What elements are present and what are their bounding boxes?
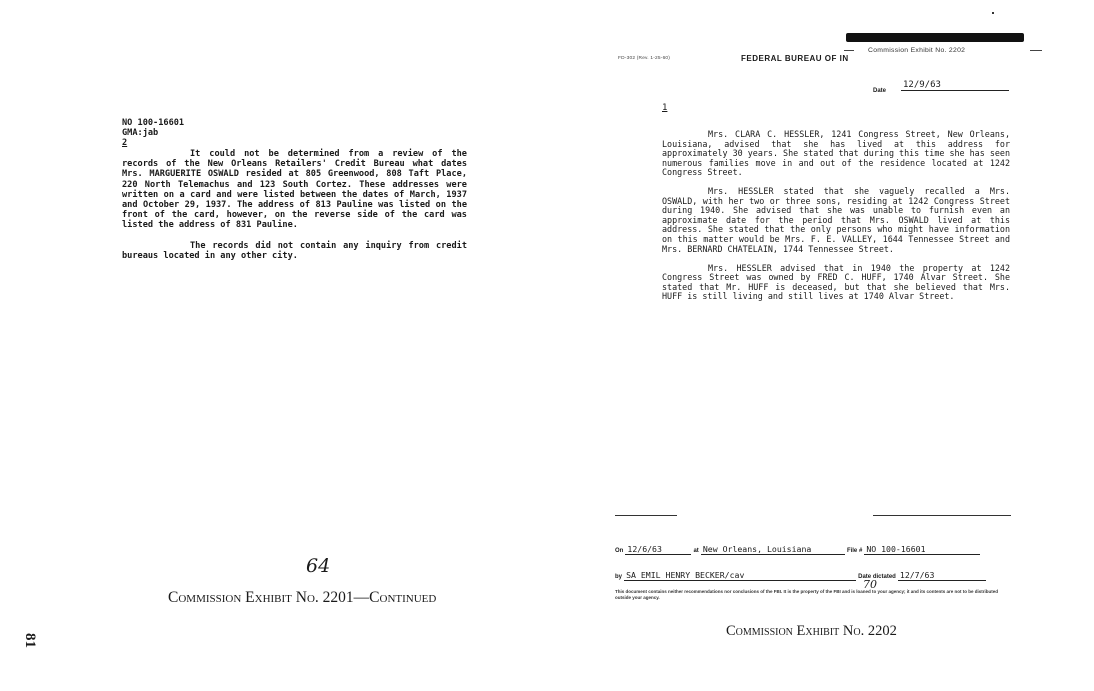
redaction-bar (846, 33, 1024, 42)
right-exhibit-caption: Commission Exhibit No. 2202 (726, 623, 897, 639)
footer-row-agent (615, 570, 986, 581)
at-label: at (693, 548, 699, 554)
dictated-value: 12/7/63 (898, 570, 986, 581)
exhibit-stamp: Commission Exhibit No. 2202 (868, 47, 966, 54)
on-value: 12/6/63 (625, 544, 691, 555)
left-paragraph-1: It could not be determined from a review of the records of the New Orleans Retailers' Credit Bureau what dates Mrs. MARGUERITE OSWALD resided at 805 Greenwood, 808 Taft Place, 220 North Telemachus and 123 South Cortez. These addresses were written on a card and were listed between the dates of March, 1937 and October 29, 1937. The address of 813 Pauline was listed on the front of the card, however, on the reverse side of the card was listed the address of 831 Pauline. (122, 149, 467, 231)
at-value: New Orleans, Louisiana (701, 544, 845, 555)
left-exhibit-caption: Commission Exhibit No. 2201—Continued (168, 589, 437, 606)
footer-rule-right (873, 515, 1011, 516)
left-initials: GMA:jab (122, 128, 159, 138)
speck-mark (992, 12, 994, 14)
file-label: File # (846, 548, 863, 554)
right-body-text (662, 130, 1010, 311)
by-value: SA EMIL HENRY BECKER/cav (624, 570, 856, 581)
form-number: FD-302 (Rev. 1-25-60) (618, 56, 671, 61)
handwritten-page-number-right: 70 (863, 578, 877, 591)
right-paragraph-3: Mrs. HESSLER advised that in 1940 the property at 1242 Congress Street was owned by FRED C. HUFF, 1740 Alvar Street. She stated that Mr. HUFF is deceased, but that she believed that Mrs. HUFF is still living and still lives at 1740 Alvar Street. (662, 262, 1010, 302)
left-page-marker: 2 (122, 138, 128, 148)
stamp-dash-left (844, 50, 854, 51)
stamp-dash-right (1030, 50, 1042, 51)
right-paragraph-2: Mrs. HESSLER stated that she vaguely recalled a Mrs. OSWALD, with her two or three sons, residing at 1242 Congress Street during 1940. She advised that she was unable to furnish even an approximate date for the period that Mrs. OSWALD lived at this address. She stated that the only persons who might have information on this matter would be Mrs. F. E. VALLEY, 1644 Tennessee Street and Mrs. BERNARD CHATELAIN, 1744 Tennessee Street. (662, 186, 1010, 254)
fbi-header: FEDERAL BUREAU OF IN (741, 54, 849, 63)
footer-rule-left (615, 515, 677, 516)
left-body-text (122, 149, 467, 271)
left-file-number: NO 100-16601 (122, 118, 185, 128)
on-label: On (615, 548, 624, 554)
right-paragraph-1: Mrs. CLARA C. HESSLER, 1241 Congress Street, New Orleans, Louisiana, advised that she has lived at this address for approximately 30 years. She stated that during this time she has seen numerous families move in and out of the residence located at 1242 Congress Street. (662, 129, 1010, 178)
right-page-marker: 1 (662, 103, 668, 113)
date-value: 12/9/63 (901, 80, 1009, 91)
footer-row-interview (615, 544, 980, 555)
left-paragraph-2: The records did not contain any inquiry from credit bureaus located in any other city. (122, 240, 467, 261)
handwritten-page-number: 64 (306, 555, 331, 577)
left-file-block (122, 118, 184, 148)
by-label: by (615, 574, 623, 580)
dictated-label: Date dictated (858, 574, 896, 580)
vertical-page-number: 81 (22, 633, 38, 648)
file-value: NO 100-16601 (864, 544, 980, 555)
fbi-disclaimer: This document contains neither recommendations nor conclusions of the FBI. It is the property of the FBI and is loaned to your agency; it and its contents are not to be distributed outside your agency. (615, 589, 999, 600)
date-label: Date (873, 88, 887, 94)
